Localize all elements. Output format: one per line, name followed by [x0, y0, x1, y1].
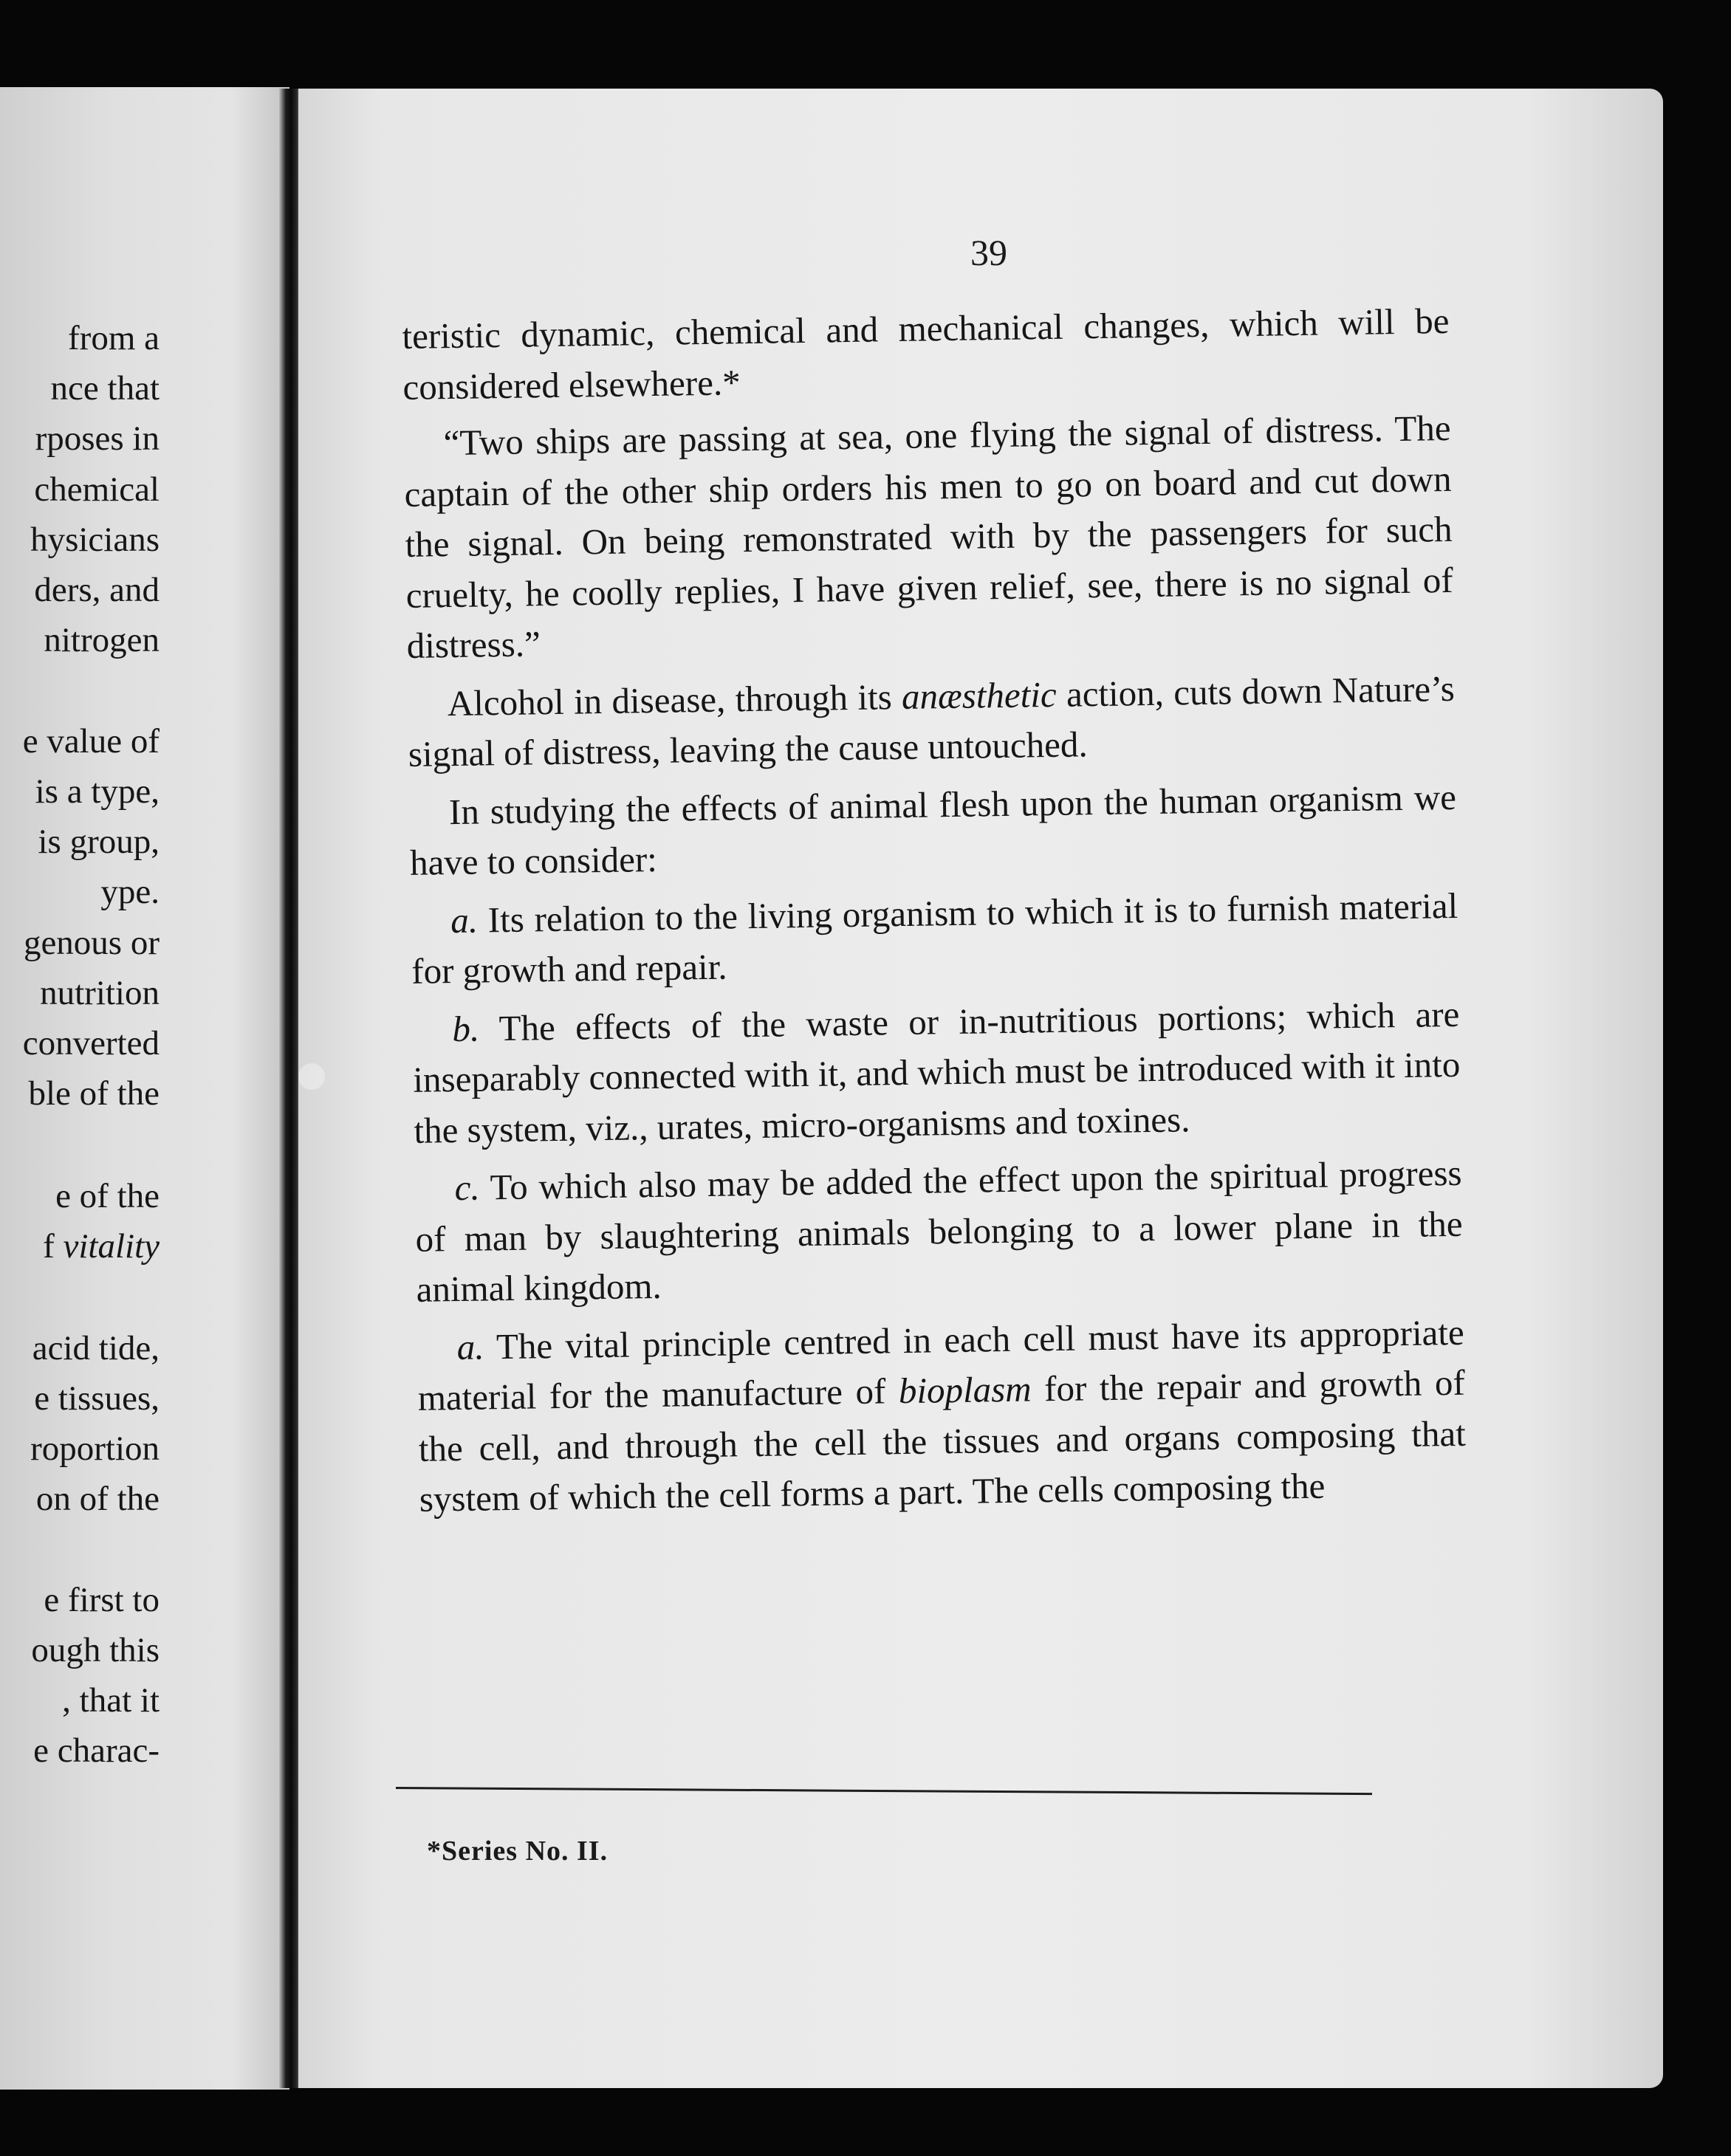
- right-page: [298, 89, 1663, 2088]
- left-page: [0, 87, 289, 2090]
- left-line: ough this: [31, 1631, 160, 1669]
- left-line: ype.: [100, 873, 160, 911]
- paragraph-studying: In studying the effects of animal flesh upon the human organism we have to consider:: [409, 776, 1457, 883]
- left-line: nce that: [50, 369, 160, 408]
- left-line: e of the: [55, 1177, 160, 1215]
- left-line: hysicians: [30, 521, 160, 559]
- paragraph-text: To which also may be added the effect upon the spiritual progress of man by slaughtering animals belonging to a lower plane in the animal kingdom.: [415, 1152, 1463, 1310]
- scan-smudge: [298, 1063, 325, 1090]
- left-line: acid tide,: [32, 1329, 160, 1367]
- left-line: roportion: [30, 1429, 160, 1468]
- paragraph-continuation: teristic dynamic, chemical and mechanical changes, which will be considered elsewhere.*: [402, 300, 1450, 408]
- list-marker: a.: [450, 899, 479, 941]
- left-line: e tissues,: [34, 1379, 160, 1418]
- paragraph-text: Alcohol in disease, through its: [447, 676, 902, 724]
- list-item-b: [412, 989, 1461, 1156]
- left-line: rposes in: [35, 419, 160, 458]
- paragraph-text: Its relation to the living organism to which it is to furnish material for growth and repair.: [411, 885, 1459, 992]
- paragraph-ships-quote: “Two ships are passing at sea, one flying the signal of distress. The captain of the other ship orders his men to go on board and cut down the signal. On being remonstrated with by the passengers for such cruelty, he coolly replies, I have given relief, see, there is no signal of distress.”: [404, 407, 1453, 666]
- list-marker: c.: [454, 1167, 481, 1209]
- footnote-divider: [396, 1787, 1372, 1795]
- list-item-a: [411, 880, 1459, 997]
- left-line: on of the: [35, 1480, 160, 1518]
- left-line: nutrition: [40, 974, 160, 1012]
- left-line: e first to: [44, 1581, 160, 1619]
- italic-term-bioplasm: bioplasm: [898, 1368, 1032, 1412]
- paragraph-alcohol: [407, 663, 1456, 780]
- body-text: [402, 296, 1467, 1532]
- left-line: , that it: [62, 1681, 160, 1720]
- left-line: converted: [22, 1024, 160, 1062]
- left-line: e value of: [22, 722, 160, 761]
- left-line: genous or: [23, 924, 160, 962]
- left-line: nitrogen: [44, 621, 160, 659]
- left-line: chemical: [34, 470, 160, 509]
- page-number: 39: [970, 232, 1007, 273]
- left-line: e charac-: [33, 1731, 160, 1770]
- list-marker: b.: [452, 1008, 480, 1049]
- left-line-vitality: [43, 1224, 160, 1268]
- paragraph-vital-principle: [417, 1307, 1467, 1525]
- left-line-italic: vitality: [63, 1227, 160, 1266]
- list-marker: a.: [456, 1326, 484, 1367]
- left-line: is group,: [38, 823, 160, 861]
- paragraph-text: action, cuts down Nature’s signal of distress, leaving the cause untouched.: [408, 667, 1456, 775]
- left-line: ders, and: [34, 571, 160, 609]
- paragraph-text: for the repair and growth of the cell, and through the cell the tissues and organs composing that system of which the cell forms a part. The cells composing the: [418, 1362, 1467, 1520]
- list-item-c: [414, 1148, 1464, 1316]
- left-line: from a: [68, 319, 160, 357]
- left-line-text: f: [43, 1227, 64, 1266]
- footnote: *Series No. II.: [427, 1836, 609, 1867]
- italic-term-anaesthetic: anæsthetic: [901, 673, 1058, 717]
- left-line: ble of the: [28, 1074, 160, 1113]
- paragraph-text: The effects of the waste or in-nutritious portions; which are inseparably connected with it, and which must be introduced with it into the system, viz., urates, micro-organisms and toxines.: [413, 993, 1461, 1151]
- paragraph-text: The vital principle centred in each cell must have its appropriate material for the manufacture of: [417, 1311, 1465, 1418]
- left-line: is a type,: [35, 772, 160, 811]
